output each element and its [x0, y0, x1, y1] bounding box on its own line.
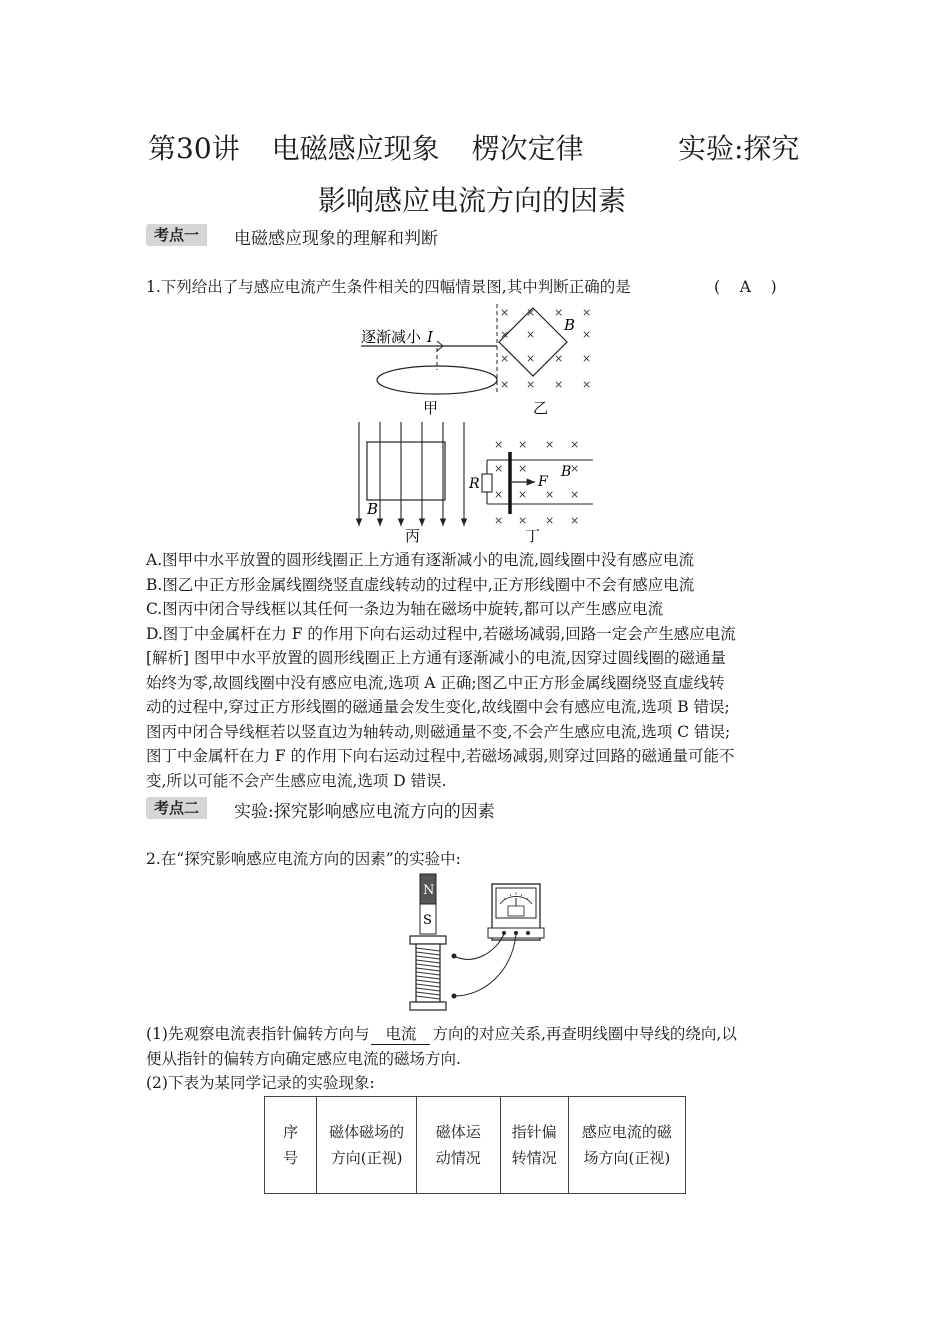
analysis-line: 动的过程中,穿过正方形线圈的磁通量会发生变化,故线圈中会有感应电流,选项 B 错误; — [146, 698, 730, 716]
caption-jia: 甲 — [423, 399, 439, 417]
analysis-line: 图丁中金属杆在力 F 的作用下向右运动过程中,若磁场减弱,则穿过回路的磁通量可能不 — [146, 747, 735, 765]
title-topic-2: 楞次定律 — [471, 132, 584, 165]
svg-text:×: × — [518, 514, 528, 527]
table-header-cell: 指针偏 转情况 — [500, 1097, 568, 1194]
svg-text:×: × — [545, 514, 555, 527]
title-topic-1: 电磁感应现象 — [271, 132, 440, 165]
title-topic-3: 实验:探究 — [678, 132, 800, 165]
part-1-line-2: 便从指针的偏转方向确定感应电流的磁场方向. — [146, 1049, 461, 1068]
caption-yi: 乙 — [533, 399, 549, 417]
jia-current-label: I — [427, 328, 433, 346]
page-title-line1 — [148, 132, 584, 166]
svg-text:×: × — [518, 488, 528, 501]
svg-text:×: × — [526, 352, 536, 365]
question-2-stem: 2.在“探究影响感应电流方向的因素”的实验中: — [146, 850, 461, 868]
question-1-stem: 1.下列给出了与感应电流产生条件相关的四幅情景图,其中判断正确的是 — [146, 278, 631, 296]
jia-circular-coil — [377, 366, 497, 394]
svg-text:×: × — [500, 378, 510, 391]
option-c: C.图丙中闭合导线框以其任何一条边为轴在磁场中旋转,都可以产生感应电流 — [146, 600, 664, 618]
svg-text:×: × — [500, 352, 510, 365]
experiment-record-table — [264, 1096, 686, 1194]
part-1-text-cont: 方向的对应关系,再查明线圈中导线的绕向,以 — [432, 1025, 737, 1043]
lecture-number: 第30讲 — [148, 132, 240, 165]
bing-wire-frame — [367, 442, 445, 500]
svg-text:×: × — [582, 378, 592, 391]
magnet-n-pole: N — [423, 883, 435, 898]
question-1-answer: ( A ) — [714, 278, 777, 296]
scene-ding — [468, 438, 593, 544]
table-header-cell: 序 号 — [265, 1097, 317, 1194]
scene-yi — [497, 304, 591, 417]
page-title-line2: 影响感应电流方向的因素 — [318, 184, 627, 217]
option-d: D.图丁中金属杆在力 F 的作用下向右运动过程中,若磁场减弱,回路一定会产生感应电流 — [146, 624, 736, 643]
svg-text:×: × — [494, 514, 504, 527]
part-1-answer-blank: 电流 — [371, 1024, 430, 1045]
svg-text:×: × — [554, 378, 564, 391]
yi-field-label: B — [564, 316, 576, 334]
option-a: A.图甲中水平放置的圆形线圈正上方通有逐渐减小的电流,圆线圈中没有感应电流 — [146, 551, 695, 569]
svg-text:×: × — [582, 352, 592, 365]
ding-field-label: B — [561, 464, 572, 480]
analysis-line: 图丙中闭合导线框若以竖直边为轴转动,则磁通量不变,不会产生感应电流,选项 C 错误; — [146, 722, 731, 741]
part-1-line — [146, 1022, 737, 1047]
solenoid-coil — [410, 936, 457, 1010]
svg-text:×: × — [518, 462, 528, 475]
svg-text:×: × — [570, 438, 580, 451]
question-2-figure — [400, 872, 550, 1014]
svg-text:×: × — [554, 306, 564, 319]
question-1-body — [146, 548, 736, 793]
svg-text:×: × — [526, 306, 536, 319]
svg-text:×: × — [500, 306, 510, 319]
yi-field-crosses — [500, 306, 591, 391]
svg-text:×: × — [526, 378, 536, 391]
svg-text:×: × — [554, 352, 564, 365]
bing-field-label: B — [367, 500, 379, 518]
analysis-line: [解析] 图甲中水平放置的圆形线圈正上方通有逐渐减小的电流,因穿过圆线圈的磁通量 — [146, 649, 726, 667]
bar-magnet — [420, 874, 436, 934]
caption-ding: 丁 — [525, 527, 541, 544]
option-b: B.图乙中正方形金属线圈绕竖直虚线转动的过程中,正方形线圈中不会有感应电流 — [146, 575, 695, 594]
magnet-s-pole: S — [423, 913, 432, 928]
svg-text:×: × — [570, 462, 580, 475]
analysis-line: 变,所以可能不会产生感应电流,选项 D 错误. — [146, 771, 447, 790]
jia-current-arrow — [437, 341, 443, 346]
part-2-text: (2)下表为某同学记录的实验现象: — [146, 1074, 375, 1092]
svg-text:×: × — [570, 514, 580, 527]
svg-text:×: × — [518, 438, 528, 451]
caption-bing: 丙 — [405, 527, 421, 544]
ding-resistor — [482, 474, 492, 492]
scene-bing — [359, 422, 464, 544]
ding-force-label: F — [538, 474, 548, 490]
jia-decreasing-label: 逐渐减小 — [361, 328, 422, 346]
table-header-cell: 磁体磁场的 方向(正视) — [317, 1097, 417, 1194]
section-heading-2: 实验:探究影响感应电流方向的因素 — [234, 802, 495, 822]
part-1-text: (1)先观察电流表指针偏转方向与 — [146, 1025, 370, 1043]
table-header-cell: 磁体运 动情况 — [416, 1097, 500, 1194]
question-2-body — [146, 1022, 737, 1096]
section-heading-1: 电磁感应现象的理解和判断 — [234, 229, 438, 249]
section-tag-2: 考点二 — [146, 797, 207, 819]
section-tag-1: 考点一 — [146, 224, 207, 246]
svg-text:×: × — [500, 328, 510, 341]
scene-jia — [361, 328, 497, 417]
svg-text:×: × — [582, 306, 592, 319]
svg-text:×: × — [494, 488, 504, 501]
connecting-wire — [454, 934, 516, 996]
svg-text:×: × — [545, 438, 555, 451]
analysis-line: 始终为零,故圆线圈中没有感应电流,选项 A 正确;图乙中正方形金属线圈绕竖直虚线转 — [146, 673, 725, 692]
svg-text:×: × — [545, 488, 555, 501]
svg-text:×: × — [526, 328, 536, 341]
table-header-cell: 感应电流的磁 场方向(正视) — [568, 1097, 685, 1194]
svg-text:×: × — [494, 462, 504, 475]
question-1-figure — [355, 302, 600, 544]
svg-text:×: × — [582, 328, 592, 341]
svg-text:×: × — [570, 488, 580, 501]
galvanometer — [488, 884, 544, 940]
ding-field-crosses — [494, 438, 579, 527]
ding-resistor-label: R — [469, 476, 480, 492]
svg-text:×: × — [494, 438, 504, 451]
table-header-row — [265, 1097, 686, 1194]
